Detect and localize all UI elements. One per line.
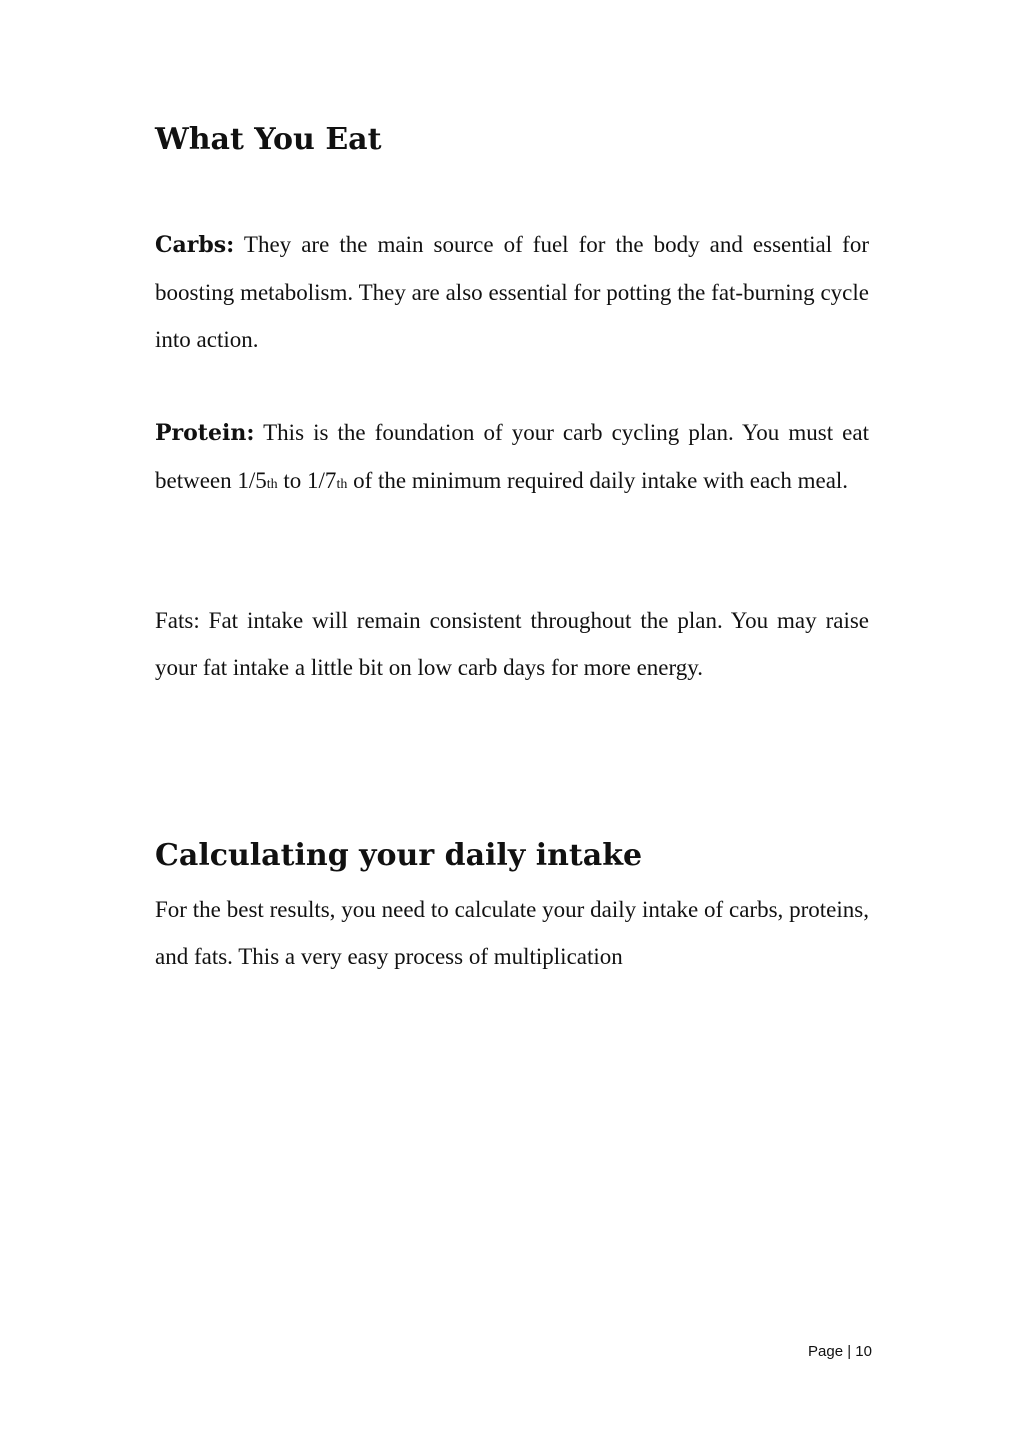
protein-text-c: of the minimum required daily intake with each meal.	[347, 468, 849, 493]
paragraph-calculating: For the best results, you need to calculate your daily intake of carbs, proteins, and fats. This a very easy process of multiplication	[155, 897, 869, 969]
ordinal-suffix: th	[266, 477, 278, 492]
protein-label: Protein:	[155, 420, 255, 446]
paragraph-carbs	[155, 221, 869, 363]
protein-text-b: to 1/7	[277, 468, 337, 493]
ordinal-suffix: th	[336, 477, 348, 492]
protein-text-a: This is the foundation of your carb cycling plan. You must eat between 1/5	[155, 420, 869, 493]
paragraph-fats: Fats: Fat intake will remain consistent throughout the plan. You may raise your fat intake a little bit on low carb days for more energy.	[155, 608, 869, 680]
carbs-text: They are the main source of fuel for the body and essential for boosting metabolism. They are also essential for potting the fat-burning cycle into action.	[155, 232, 869, 352]
paragraph-protein	[155, 409, 869, 508]
section-heading-what-you-eat: What You Eat	[155, 122, 382, 157]
carbs-label: Carbs:	[155, 232, 235, 258]
page-number: Page | 10	[808, 1343, 872, 1360]
section-heading-calculating: Calculating your daily intake	[155, 838, 643, 873]
document-page	[155, 0, 869, 1449]
